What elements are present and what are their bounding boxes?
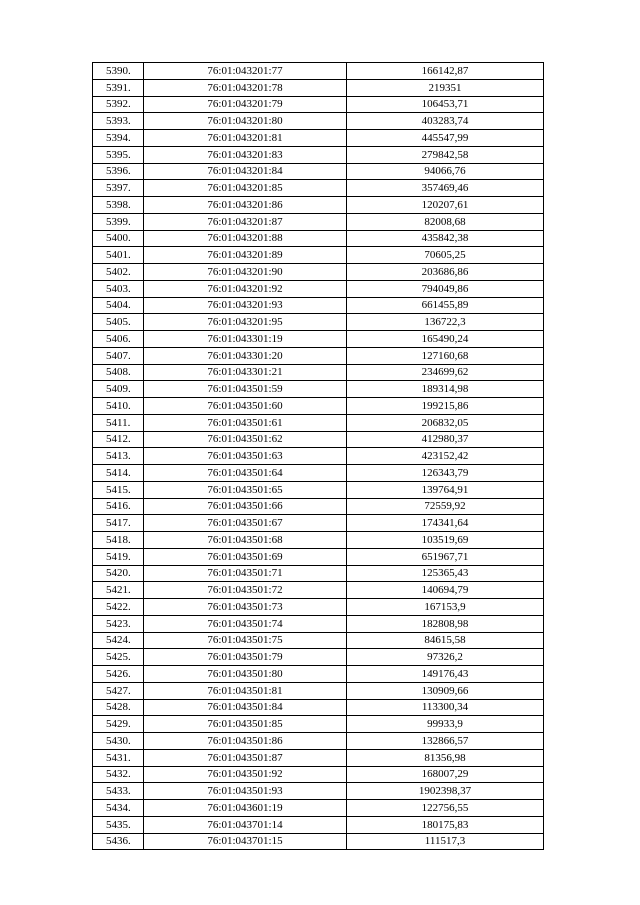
table-row (93, 565, 544, 582)
cadastral-number-cell: 76:01:043201:85 (144, 180, 347, 197)
table-body (93, 63, 544, 850)
cadastral-number-cell: 76:01:043301:19 (144, 331, 347, 348)
table-row (93, 264, 544, 281)
value-cell: 166142,87 (347, 63, 544, 80)
value-cell: 127160,68 (347, 347, 544, 364)
cadastral-number-cell: 76:01:043601:19 (144, 800, 347, 817)
value-cell: 180175,83 (347, 816, 544, 833)
table-row (93, 314, 544, 331)
value-cell: 82008,68 (347, 213, 544, 230)
table-row (93, 130, 544, 147)
cadastral-number-cell: 76:01:043201:92 (144, 280, 347, 297)
cadastral-number-cell: 76:01:043301:21 (144, 364, 347, 381)
cadastral-number-cell: 76:01:043501:65 (144, 481, 347, 498)
row-number-cell: 5436. (93, 833, 144, 850)
row-number-cell: 5398. (93, 197, 144, 214)
table-row (93, 532, 544, 549)
cadastral-number-cell: 76:01:043501:62 (144, 431, 347, 448)
table-row (93, 599, 544, 616)
row-number-cell: 5393. (93, 113, 144, 130)
cadastral-number-cell: 76:01:043501:66 (144, 498, 347, 515)
table-row (93, 548, 544, 565)
table-row (93, 649, 544, 666)
row-number-cell: 5430. (93, 733, 144, 750)
row-number-cell: 5396. (93, 163, 144, 180)
value-cell: 403283,74 (347, 113, 544, 130)
table-row (93, 213, 544, 230)
table-row (93, 632, 544, 649)
row-number-cell: 5425. (93, 649, 144, 666)
row-number-cell: 5424. (93, 632, 144, 649)
cadastral-number-cell: 76:01:043501:93 (144, 783, 347, 800)
cadastral-number-cell: 76:01:043501:87 (144, 749, 347, 766)
table-row (93, 297, 544, 314)
value-cell: 70605,25 (347, 247, 544, 264)
row-number-cell: 5432. (93, 766, 144, 783)
row-number-cell: 5409. (93, 381, 144, 398)
row-number-cell: 5408. (93, 364, 144, 381)
value-cell: 139764,91 (347, 481, 544, 498)
value-cell: 182808,98 (347, 615, 544, 632)
cadastral-value-table (92, 62, 544, 850)
row-number-cell: 5421. (93, 582, 144, 599)
table-row (93, 414, 544, 431)
cadastral-number-cell: 76:01:043501:80 (144, 666, 347, 683)
value-cell: 99933,9 (347, 716, 544, 733)
row-number-cell: 5418. (93, 532, 144, 549)
row-number-cell: 5417. (93, 515, 144, 532)
value-cell: 423152,42 (347, 448, 544, 465)
row-number-cell: 5390. (93, 63, 144, 80)
cadastral-number-cell: 76:01:043201:86 (144, 197, 347, 214)
cadastral-number-cell: 76:01:043501:86 (144, 733, 347, 750)
row-number-cell: 5395. (93, 146, 144, 163)
cadastral-number-cell: 76:01:043201:77 (144, 63, 347, 80)
row-number-cell: 5427. (93, 682, 144, 699)
cadastral-number-cell: 76:01:043501:81 (144, 682, 347, 699)
row-number-cell: 5397. (93, 180, 144, 197)
cadastral-number-cell: 76:01:043501:67 (144, 515, 347, 532)
cadastral-number-cell: 76:01:043501:85 (144, 716, 347, 733)
cadastral-number-cell: 76:01:043301:20 (144, 347, 347, 364)
table-row (93, 783, 544, 800)
row-number-cell: 5429. (93, 716, 144, 733)
value-cell: 81356,98 (347, 749, 544, 766)
row-number-cell: 5415. (93, 481, 144, 498)
row-number-cell: 5411. (93, 414, 144, 431)
value-cell: 234699,62 (347, 364, 544, 381)
table-row (93, 766, 544, 783)
table-row (93, 833, 544, 850)
value-cell: 106453,71 (347, 96, 544, 113)
value-cell: 279842,58 (347, 146, 544, 163)
table-row (93, 699, 544, 716)
cadastral-number-cell: 76:01:043501:61 (144, 414, 347, 431)
table-row (93, 682, 544, 699)
table-row (93, 615, 544, 632)
cadastral-number-cell: 76:01:043201:88 (144, 230, 347, 247)
value-cell: 174341,64 (347, 515, 544, 532)
table-row (93, 113, 544, 130)
table-row (93, 716, 544, 733)
cadastral-number-cell: 76:01:043201:87 (144, 213, 347, 230)
value-cell: 149176,43 (347, 666, 544, 683)
cadastral-number-cell: 76:01:043701:15 (144, 833, 347, 850)
value-cell: 203686,86 (347, 264, 544, 281)
cadastral-number-cell: 76:01:043201:93 (144, 297, 347, 314)
table-row (93, 180, 544, 197)
cadastral-number-cell: 76:01:043501:75 (144, 632, 347, 649)
cadastral-number-cell: 76:01:043201:90 (144, 264, 347, 281)
cadastral-number-cell: 76:01:043501:64 (144, 465, 347, 482)
row-number-cell: 5404. (93, 297, 144, 314)
cadastral-number-cell: 76:01:043501:74 (144, 615, 347, 632)
value-cell: 122756,55 (347, 800, 544, 817)
row-number-cell: 5406. (93, 331, 144, 348)
cadastral-number-cell: 76:01:043501:71 (144, 565, 347, 582)
row-number-cell: 5407. (93, 347, 144, 364)
cadastral-number-cell: 76:01:043201:79 (144, 96, 347, 113)
table-row (93, 230, 544, 247)
row-number-cell: 5392. (93, 96, 144, 113)
value-cell: 130909,66 (347, 682, 544, 699)
row-number-cell: 5423. (93, 615, 144, 632)
value-cell: 140694,79 (347, 582, 544, 599)
cadastral-number-cell: 76:01:043501:72 (144, 582, 347, 599)
table-row (93, 331, 544, 348)
cadastral-number-cell: 76:01:043201:89 (144, 247, 347, 264)
table-row (93, 465, 544, 482)
row-number-cell: 5394. (93, 130, 144, 147)
row-number-cell: 5410. (93, 398, 144, 415)
value-cell: 72559,92 (347, 498, 544, 515)
row-number-cell: 5434. (93, 800, 144, 817)
row-number-cell: 5403. (93, 280, 144, 297)
value-cell: 219351 (347, 79, 544, 96)
row-number-cell: 5420. (93, 565, 144, 582)
row-number-cell: 5414. (93, 465, 144, 482)
row-number-cell: 5402. (93, 264, 144, 281)
row-number-cell: 5426. (93, 666, 144, 683)
table-row (93, 448, 544, 465)
table-row (93, 733, 544, 750)
cadastral-number-cell: 76:01:043201:78 (144, 79, 347, 96)
row-number-cell: 5416. (93, 498, 144, 515)
table-row (93, 364, 544, 381)
row-number-cell: 5419. (93, 548, 144, 565)
value-cell: 445547,99 (347, 130, 544, 147)
table-row (93, 816, 544, 833)
cadastral-number-cell: 76:01:043501:59 (144, 381, 347, 398)
row-number-cell: 5431. (93, 749, 144, 766)
row-number-cell: 5433. (93, 783, 144, 800)
value-cell: 206832,05 (347, 414, 544, 431)
row-number-cell: 5400. (93, 230, 144, 247)
row-number-cell: 5435. (93, 816, 144, 833)
cadastral-number-cell: 76:01:043201:81 (144, 130, 347, 147)
row-number-cell: 5399. (93, 213, 144, 230)
row-number-cell: 5405. (93, 314, 144, 331)
table-row (93, 63, 544, 80)
value-cell: 97326,2 (347, 649, 544, 666)
table-row (93, 431, 544, 448)
cadastral-number-cell: 76:01:043501:79 (144, 649, 347, 666)
value-cell: 1902398,37 (347, 783, 544, 800)
table-row (93, 347, 544, 364)
cadastral-number-cell: 76:01:043501:84 (144, 699, 347, 716)
value-cell: 120207,61 (347, 197, 544, 214)
value-cell: 113300,34 (347, 699, 544, 716)
table-row (93, 398, 544, 415)
table-row (93, 146, 544, 163)
row-number-cell: 5391. (93, 79, 144, 96)
value-cell: 126343,79 (347, 465, 544, 482)
value-cell: 189314,98 (347, 381, 544, 398)
cadastral-number-cell: 76:01:043501:63 (144, 448, 347, 465)
value-cell: 94066,76 (347, 163, 544, 180)
cadastral-number-cell: 76:01:043701:14 (144, 816, 347, 833)
cadastral-number-cell: 76:01:043201:80 (144, 113, 347, 130)
value-cell: 661455,89 (347, 297, 544, 314)
value-cell: 651967,71 (347, 548, 544, 565)
cadastral-number-cell: 76:01:043201:84 (144, 163, 347, 180)
cadastral-number-cell: 76:01:043501:92 (144, 766, 347, 783)
table-row (93, 381, 544, 398)
value-cell: 103519,69 (347, 532, 544, 549)
cadastral-number-cell: 76:01:043201:95 (144, 314, 347, 331)
row-number-cell: 5412. (93, 431, 144, 448)
table-row (93, 749, 544, 766)
value-cell: 412980,37 (347, 431, 544, 448)
table-row (93, 481, 544, 498)
value-cell: 125365,43 (347, 565, 544, 582)
row-number-cell: 5401. (93, 247, 144, 264)
value-cell: 167153,9 (347, 599, 544, 616)
value-cell: 132866,57 (347, 733, 544, 750)
row-number-cell: 5422. (93, 599, 144, 616)
value-cell: 794049,86 (347, 280, 544, 297)
row-number-cell: 5413. (93, 448, 144, 465)
table-row (93, 197, 544, 214)
value-cell: 111517,3 (347, 833, 544, 850)
value-cell: 168007,29 (347, 766, 544, 783)
table-row (93, 280, 544, 297)
cadastral-number-cell: 76:01:043501:69 (144, 548, 347, 565)
cadastral-number-cell: 76:01:043501:73 (144, 599, 347, 616)
table-row (93, 800, 544, 817)
table-row (93, 79, 544, 96)
value-cell: 435842,38 (347, 230, 544, 247)
cadastral-number-cell: 76:01:043201:83 (144, 146, 347, 163)
table-row (93, 582, 544, 599)
cadastral-number-cell: 76:01:043501:60 (144, 398, 347, 415)
table-row (93, 163, 544, 180)
value-cell: 84615,58 (347, 632, 544, 649)
table-row (93, 498, 544, 515)
row-number-cell: 5428. (93, 699, 144, 716)
value-cell: 165490,24 (347, 331, 544, 348)
value-cell: 357469,46 (347, 180, 544, 197)
table-row (93, 247, 544, 264)
table-row (93, 515, 544, 532)
value-cell: 136722,3 (347, 314, 544, 331)
table-row (93, 96, 544, 113)
table-row (93, 666, 544, 683)
cadastral-number-cell: 76:01:043501:68 (144, 532, 347, 549)
value-cell: 199215,86 (347, 398, 544, 415)
